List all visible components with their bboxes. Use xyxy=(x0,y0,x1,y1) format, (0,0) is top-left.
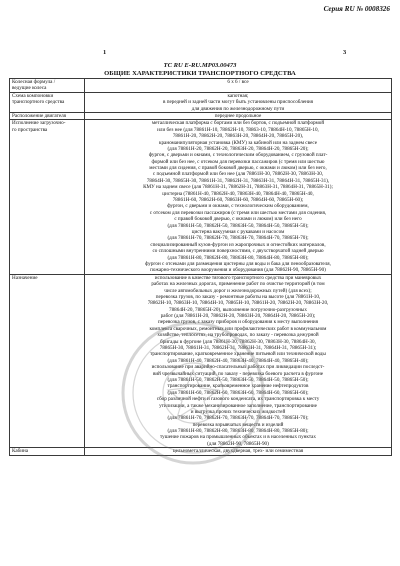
spec-row-label xyxy=(10,274,85,448)
value-line: 78861Н-20, 78862Н-20, 78863Н-20, 78864Н-20, 78865Н-20), xyxy=(172,133,304,140)
value-line: числе автомобильных дорог и железнодорожных путей) (для всех); xyxy=(164,287,312,294)
label-line: ведущие колеса xyxy=(12,85,47,92)
value-line: комплекса сварочных, ремонтных или профилактических работ в коммунальном xyxy=(149,325,327,332)
value-line: фургон с отсеками для размещения цистерны для воды и бака для пенообразователя, xyxy=(145,260,331,267)
spec-row xyxy=(10,448,392,455)
spec-row xyxy=(10,79,392,93)
value-line: (для 78861Н-50, 78862Н-50, 78863Н-50, 78864Н-50, 78865Н-50); xyxy=(167,222,309,229)
spec-row-label xyxy=(10,448,85,455)
value-line: местами для сидения, с правой боковой дверью, с окнами и люком) или без него, xyxy=(149,165,327,172)
value-line: (для 78861Н-70, 78862Н-70, 78863Н-70, 78864Н-70, 78865Н-70); xyxy=(167,415,309,422)
page-number-left: 1 xyxy=(103,49,107,56)
value-line: использование при аварийно-спасательных работах при ликвидации последст- xyxy=(151,364,325,371)
spec-row xyxy=(10,92,392,112)
value-line: (для 78861Н-80, 78862Н-80, 78863Н-80, 78864Н-80, 78865Н-80); xyxy=(167,428,309,435)
value-line: цельнометаллическая, двухдверная, трех- или семиместная xyxy=(172,448,304,455)
value-line: 78865Н-30, 78861Н-31, 78862Н-31, 78863Н-31, 78864Н-31, 78865Н-31); xyxy=(159,345,317,352)
value-line: 78864Н-30, 78865Н-30, 78861Н-31, 78862Н-31, 78863Н-31, 78864Н-31, 78865Н-31), xyxy=(146,177,330,184)
value-line: (для 78861Н-70, 78862Н-70, 78863Н-70, 78864Н-70, 78865Н-70); xyxy=(167,235,309,242)
label-line: Колесная формула / xyxy=(12,79,56,85)
value-line: КМУ на заднем свесе (для 78861Н-31, 78862Н-31, 78863Н-31, 78864Н-31, 78865Н-31); xyxy=(143,184,333,191)
value-line: 78861Н-60, 78862Н-60, 78863Н-60, 78864Н-60, 78865Н-60); xyxy=(172,197,304,204)
spec-row-value xyxy=(85,92,392,112)
value-line: с правой боковой дверью, с окнами и люком) или без него xyxy=(174,216,302,223)
value-line: с отсеком для перевозки пассажиров (с тремя или шестью местами для сидения, xyxy=(149,209,327,216)
value-line: (для 78861Н-40, 78862Н-40, 78863Н-40, 78864Н-40, 78865Н-40); xyxy=(167,357,309,364)
spec-table xyxy=(9,78,392,456)
label-line: Схема компоновки xyxy=(12,92,54,99)
value-line: перевозка взрывчатых веществ и изделий xyxy=(192,421,284,428)
value-line: работах на железных дорогах, применение работ по очистке территорий (в том xyxy=(151,281,325,288)
spec-row-value xyxy=(85,448,392,455)
value-line: хозяйстве, теплосетях, на трубопроводах, по заказу - перевозка дежурной xyxy=(157,332,319,339)
value-line: утилизации, а также механизированное заполнение, транспортирование xyxy=(159,402,317,409)
value-line: использование в качестве тягового транспортного средства при маневровых xyxy=(154,274,322,281)
spec-row-value xyxy=(85,274,392,448)
value-line: цистерна (78861Н-40, 78862Н-40, 78863Н-40, 78864Н-40, 78865Н-40, xyxy=(162,190,314,197)
value-line: (для 78861Н-20, 78862Н-20, 78863Н-20, 78864Н-20, 78865Н-20); xyxy=(167,145,309,152)
value-line: работ (для 78861Н-20, 78862Н-20, 78863Н-20, 78864Н-20, 78865Н-20); xyxy=(160,313,316,320)
value-line: (для 78861Н-80, 78862Н-80, 78863Н-80, 78864Н-80, 78865Н-80); xyxy=(167,254,309,261)
spec-row xyxy=(10,274,392,448)
value-line: формой или без нее, с отсеком для перевозки пассажиров (с тремя или шестью xyxy=(151,158,325,165)
value-line: бригады в фургоне (для 78861Н-30, 78862Н-30, 78863Н-30, 78864Н-30, xyxy=(160,338,316,345)
value-line: перевозка грузов, по заказу - ремонтные работы на высоте (для 78861Н-10, xyxy=(155,293,321,300)
document-id: TC RU E-RU.MP03.00473 xyxy=(163,62,237,69)
value-line: (для 78861Н-50, 78862Н-50, 78863Н-50, 78864Н-50, 78865Н-50); xyxy=(167,376,309,383)
spec-row-label xyxy=(10,112,85,119)
value-line: 6 x 6 / все xyxy=(227,79,249,85)
spec-table-body xyxy=(10,79,392,456)
value-line: (для 78861Н-60, 78862Н-60, 78863Н-60, 78864Н-60, 78865Н-60); xyxy=(167,389,309,396)
value-line: специализированный кузов-фургон из жаропрочных и огнестойких материалов, xyxy=(150,241,326,248)
value-line: (для 78862Н-90, 78865Н-90) xyxy=(207,440,269,447)
label-line: транспортного средства xyxy=(12,99,65,106)
spec-row xyxy=(10,120,392,274)
spec-row-label xyxy=(10,92,85,112)
value-line: металлическая платформа с бортами или без бортов, с подъемной платформой xyxy=(151,120,325,127)
value-line: и выгрузка прочих технических жидкостей xyxy=(190,408,286,415)
spec-row-label xyxy=(10,120,85,274)
label-line: Исполнение загрузочно- xyxy=(12,120,66,127)
spec-row-label xyxy=(10,79,85,93)
value-line: со сплошными внутренними поверхностями, с двухстворчатой задней дверью xyxy=(152,248,324,255)
value-line: фургон, с дверьми и окнами, с технологическим оборудованием, с грузовой плат- xyxy=(148,152,328,159)
spec-row-value xyxy=(85,79,392,93)
value-line: с подъемной платформой или без нее (для 78861Н-30, 78862Н-30, 78863Н-30, xyxy=(152,171,324,178)
value-line: переднее продольное xyxy=(214,112,262,119)
label-line: Кабина xyxy=(12,448,29,455)
label-line: го пространства xyxy=(12,126,48,133)
value-line: фургон, с дверьми и окнами, с технологическим оборудованием, xyxy=(167,203,309,210)
document-title: ОБЩИЕ ХАРАКТЕРИСТИКИ ТРАНСПОРТНОГО СРЕДСТВА xyxy=(104,70,296,77)
value-line: или без нее (для 78861Н-10, 78862Н-10, 78863-10, 78864Н-10, 78865Н-10, xyxy=(157,126,319,133)
spec-row xyxy=(10,112,392,119)
label-line: Назначение xyxy=(12,274,38,281)
value-line: краноманипуляторная установка (КМУ) за кабиной или на заднем свесе xyxy=(158,139,318,146)
value-line: транспортирование, кратковременное хранение питьевой или технической воды xyxy=(150,351,326,358)
value-line: для движения по железнодорожному пути xyxy=(191,105,285,112)
value-line: пожарно-технического вооружения и оборудования (для 78862Н-90, 78865Н-90) xyxy=(150,267,326,274)
spec-row-value xyxy=(85,120,392,274)
value-line: транспортирование, кратковременное хранение нефтепродуктов xyxy=(167,383,309,390)
value-line: сбор различной нефти и газового конденсата, их транспортировка к месту xyxy=(156,396,320,403)
value-line: в передней и задней части могут быть установлены приспособления xyxy=(163,99,313,106)
label-line: Расположение двигателя xyxy=(12,112,67,119)
value-line: 78862Н-10, 78863Н-10, 78864Н-10, 78865Н-10, 78861Н-20, 78862Н-20, 78863Н-20, xyxy=(147,300,329,307)
value-line: 78864Н-20, 78865Н-20), выполнение погрузочно-разгрузочных xyxy=(169,306,307,313)
value-line: перевозка грузов, с заказу приборов и оборудования к месту выполнения xyxy=(158,319,318,326)
value-line: вий чрезвычайных ситуаций, по заказу - перевозка боевого расчета в фургоне xyxy=(152,370,324,377)
value-line: тушение пожаров на промышленных объектах и в населенных пунктах xyxy=(160,434,316,441)
page-number-right: 3 xyxy=(343,49,347,56)
value-line: капотная; xyxy=(227,92,249,99)
spec-row-value xyxy=(85,112,392,119)
value-line: цистерна вакуумная с рукавами и насосом xyxy=(191,228,285,235)
serial-number: Серия RU № 0008326 xyxy=(323,5,390,13)
